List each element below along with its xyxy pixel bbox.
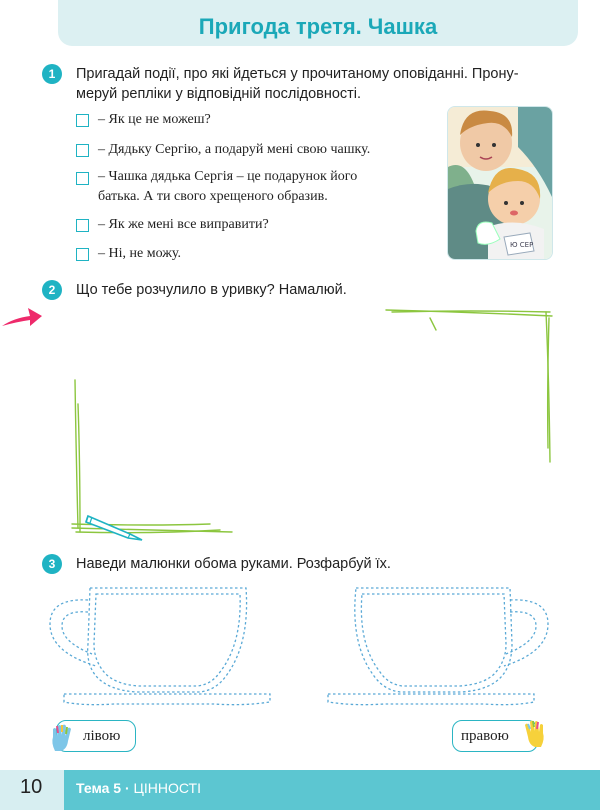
theme-label (76, 780, 201, 796)
right-cup-tracing-icon[interactable] (314, 584, 554, 708)
svg-text:Ю СЕР: Ю СЕР (510, 241, 534, 249)
left-hand-text: лівою (83, 728, 121, 744)
page-title: Пригода третя. Чашка (198, 14, 438, 39)
task-1-number: 1 (42, 64, 62, 84)
option-1-text: – Як це не можеш? (98, 112, 211, 127)
task-1-text-line2: меруй репліки у відповідній послідовності. (76, 86, 362, 102)
theme-bar (64, 770, 600, 810)
task-2-text: Що тебе розчулило в уривку? Намалюй. (76, 282, 347, 298)
theme-topic: ЦІННОСТІ (133, 780, 201, 796)
task-3-number: 3 (42, 554, 62, 574)
option-2-text: – Дядьку Сергію, а подаруй мені свою чашку. (98, 142, 371, 157)
task-2-number: 2 (42, 280, 62, 300)
option-3-text-line2: батька. А ти свого хрещеного образив. (98, 189, 328, 204)
option-5-text: – Ні, не можу. (98, 246, 181, 261)
right-hand-text: правою (461, 728, 509, 744)
page-number: 10 (20, 776, 43, 798)
theme-separator: · (121, 780, 134, 796)
right-hand-icon (519, 715, 549, 749)
right-hand-label (452, 720, 538, 752)
left-hand-label (56, 720, 136, 752)
left-hand-icon (47, 723, 77, 753)
page-footer (0, 770, 600, 810)
option-4-text: – Як же мені все виправити? (98, 217, 269, 232)
option-3-text-line1: – Чашка дядька Сергія – це подарунок його (98, 169, 358, 184)
left-cup-tracing-icon[interactable] (44, 584, 284, 708)
pencil-icon (84, 508, 144, 542)
theme-name: Тема 5 (76, 780, 122, 796)
task-3-text: Наведи малюнки обома руками. Розфарбуй їх. (76, 556, 391, 572)
page-number-box (0, 770, 64, 810)
task-1-text-line1: Пригадай події, про які йдеться у прочитаному оповіданні. Прону- (76, 66, 519, 82)
